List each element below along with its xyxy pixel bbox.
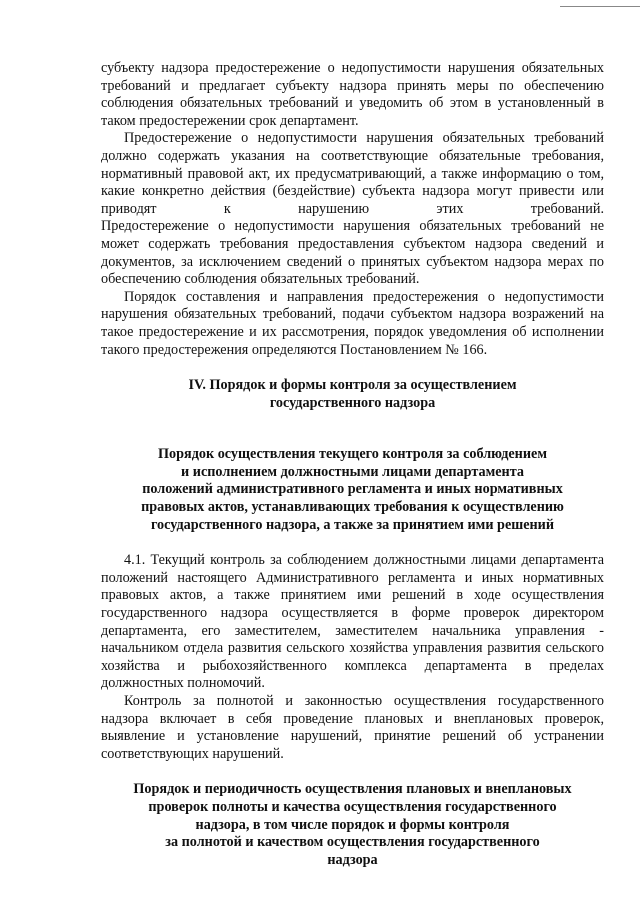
- paragraph-1: субъекту надзора предостережение о недопустимости нарушения обязательных требований и предлагает субъекту надзора принять меры по обеспечению соблюдения обязательных требований и уведомить об этом в установленный в таком предостережении срок департамент.: [101, 60, 604, 129]
- paragraph-4: Порядок составления и направления предостережения о недопустимости нарушения обязательных требований, подачи субъектом надзора возражений на такое предостережение и их рассмотрения, порядок уведомления об исполнении такого предостережения определяются Постановлением № 166.: [101, 288, 604, 358]
- document-page: [101, 60, 604, 869]
- paragraph-4-1: 4.1. Текущий контроль за соблюдением должностными лицами департамента положений настоящего Административного регламента и иных нормативных правовых актов, а также принятием ими решений в ходе осуществления государственного надзора осуществляется в форме проверок директором департамента, его заместителем, заместителем начальника управления - начальником отдела развития сельского хозяйства управления развития сельского хозяйства и рыбохозяйственного комплекса департамента в пределах должностных полномочий.: [101, 552, 604, 692]
- paragraph-3: Предостережение о недопустимости нарушения обязательных требований не может содержать требования предоставления субъектом надзора сведений и документов, за исключением сведений о принятых субъектом надзора мерах по обеспечению соблюдения обязательных требований.: [101, 218, 604, 288]
- paragraph-2: Предостережение о недопустимости нарушения обязательных требований должно содержать указания на соответствующие обязательные требования, нормативный правовой акт, их предусматривающий, а также информацию о том, какие конкретно действия (бездействие) субъекта надзора могут привести или приводят к нарушению этих требований.: [101, 130, 604, 217]
- scan-edge-line: [560, 6, 640, 7]
- paragraph-control-completeness: Контроль за полнотой и законностью осуществления государственного надзора включает в себя проведение плановых и внеплановых проверок, выявление и установление нарушений, принятие решений об устранении соответствующих нарушений.: [101, 693, 604, 762]
- section-4-heading: IV. Порядок и формы контроля за осуществлением государственного надзора: [188, 377, 517, 411]
- subheading-current-control: Порядок осуществления текущего контроля за соблюдением и исполнением должностными лицами департамента положений административного регламента и иных нормативных правовых актов, устанавливающих требования к осуществлению государственного надзора, а также за принятием ими решений: [141, 446, 564, 533]
- subheading-periodicity: Порядок и периодичность осуществления плановых и внеплановых проверок полноты и качества осуществления государственного надзора, в том числе порядок и формы контроля за полнотой и качеством осуществления государственного надзора: [133, 781, 572, 868]
